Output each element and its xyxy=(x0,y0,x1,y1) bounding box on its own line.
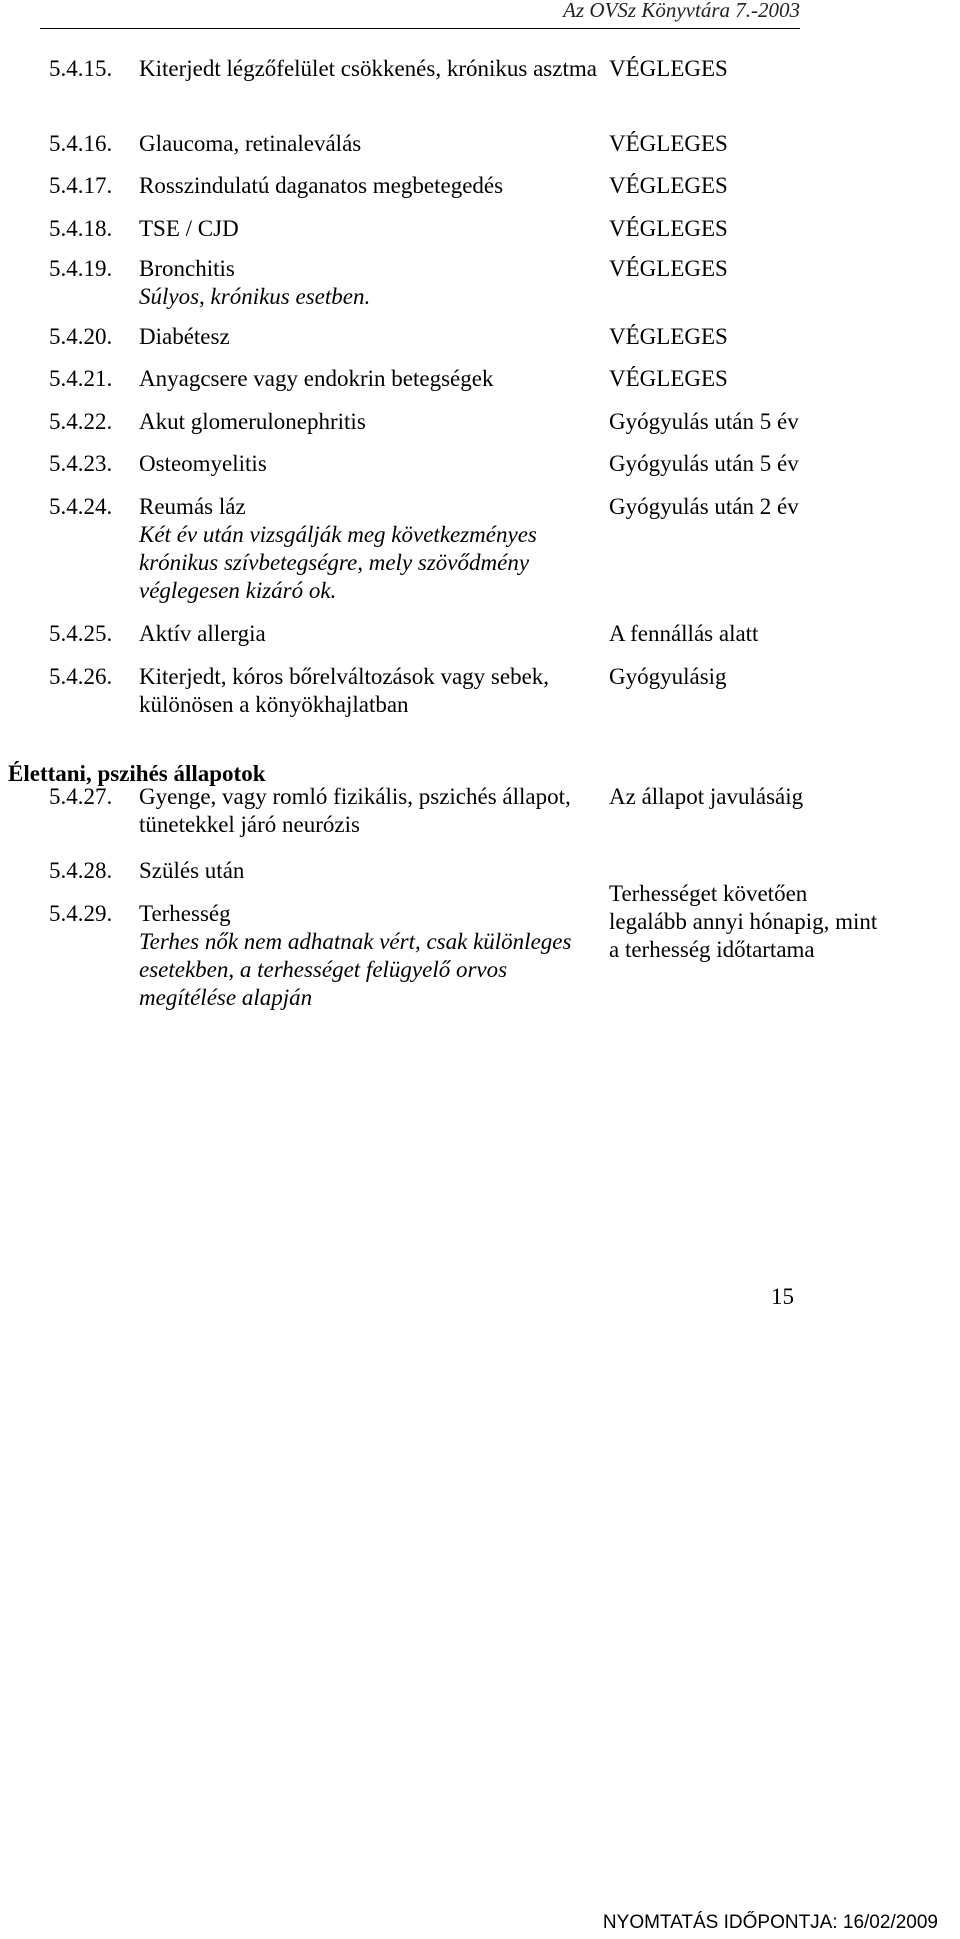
entry-number: 5.4.17. xyxy=(49,173,113,198)
entry-title: Terhesség xyxy=(139,901,231,926)
entry-title: Reumás láz xyxy=(139,494,246,519)
entry-body xyxy=(139,620,609,648)
entry-title: Akut glomerulonephritis xyxy=(139,409,366,434)
entry-status: Az állapot javulásáig xyxy=(609,784,804,809)
entry-body xyxy=(139,408,609,436)
entry-number: 5.4.23. xyxy=(49,451,113,476)
entry-title: Aktív allergia xyxy=(139,621,266,646)
entry-status: VÉGLEGES xyxy=(609,366,728,391)
entry-body xyxy=(139,663,609,719)
entry-number: 5.4.21. xyxy=(49,366,113,391)
entry-title: TSE / CJD xyxy=(139,216,239,241)
entry-body xyxy=(139,450,609,478)
entry-body xyxy=(139,857,609,885)
entry-title: Rosszindulatú daganatos megbetegedés xyxy=(139,173,504,198)
entry-note: Két év után vizsgálják meg következményes krónikus szívbetegségre, mely szövődmény véglegesen kizáró ok. xyxy=(139,522,537,603)
entry-number: 5.4.20. xyxy=(49,324,113,349)
entry-note: Súlyos, krónikus esetben. xyxy=(139,284,371,309)
entry-title: Diabétesz xyxy=(139,324,230,349)
entry-status: VÉGLEGES xyxy=(609,216,728,241)
entry-status: VÉGLEGES xyxy=(609,173,728,198)
entry-body xyxy=(139,215,609,243)
entry-title: Kiterjedt légzőfelület csökkenés, krónikus asztma xyxy=(139,56,597,81)
entry-status: VÉGLEGES xyxy=(609,256,728,281)
entry-status: Gyógyulás után 2 év xyxy=(609,494,799,519)
entry-body xyxy=(139,493,609,605)
entry-status: Gyógyulás után 5 év xyxy=(609,409,799,434)
entry-title: Anyagcsere vagy endokrin betegségek xyxy=(139,366,494,391)
entry-title: Gyenge, vagy romló fizikális, pszichés állapot, tünetekkel járó neurózis xyxy=(139,784,571,837)
entry-body xyxy=(139,783,609,839)
entry-status: Gyógyulásig xyxy=(609,664,727,689)
entry-status: VÉGLEGES xyxy=(609,324,728,349)
entry-number: 5.4.22. xyxy=(49,409,113,434)
entry-body xyxy=(139,900,609,1012)
running-title: Az OVSz Könyvtára 7.-2003 xyxy=(563,0,800,22)
page-number: 15 xyxy=(771,1284,794,1309)
entry-title: Osteomyelitis xyxy=(139,451,267,476)
entry-body xyxy=(139,255,609,311)
entry-number: 5.4.16. xyxy=(49,131,113,156)
entry-status: Gyógyulás után 5 év xyxy=(609,451,799,476)
shared-status: Terhességet követően legalább annyi hónapig, mint a terhesség időtartama xyxy=(609,881,878,962)
entry-number: 5.4.18. xyxy=(49,216,113,241)
section-heading: Élettani, pszihés állapotok xyxy=(8,761,266,786)
entry-status: VÉGLEGES xyxy=(609,131,728,156)
entry-title: Kiterjedt, kóros bőrelváltozások vagy sebek, különösen a könyökhajlatban xyxy=(139,664,550,717)
entry-number: 5.4.24. xyxy=(49,494,113,519)
entry-number: 5.4.15. xyxy=(49,56,113,81)
entry-note: Terhes nők nem adhatnak vért, csak különleges esetekben, a terhességet felügyelő orvos megítélése alapján xyxy=(139,929,572,1010)
entry-body xyxy=(139,323,609,351)
entry-number: 5.4.29. xyxy=(49,901,113,926)
entry-number: 5.4.28. xyxy=(49,858,113,883)
entry-number: 5.4.25. xyxy=(49,621,113,646)
entry-body xyxy=(139,130,609,158)
entry-title: Bronchitis xyxy=(139,256,235,281)
print-date-footer: NYOMTATÁS IDŐPONTJA: 16/02/2009 xyxy=(602,1912,938,1933)
entry-title: Szülés után xyxy=(139,858,245,883)
entry-title: Glaucoma, retinaleválás xyxy=(139,131,362,156)
entry-status: A fennállás alatt xyxy=(609,621,759,646)
entry-number: 5.4.26. xyxy=(49,664,113,689)
running-header xyxy=(40,0,800,29)
entry-body xyxy=(139,55,609,83)
entry-body xyxy=(139,172,609,200)
entry-number: 5.4.27. xyxy=(49,784,113,809)
entry-body xyxy=(139,365,609,393)
entry-status: VÉGLEGES xyxy=(609,56,728,81)
entry-number: 5.4.19. xyxy=(49,256,113,281)
